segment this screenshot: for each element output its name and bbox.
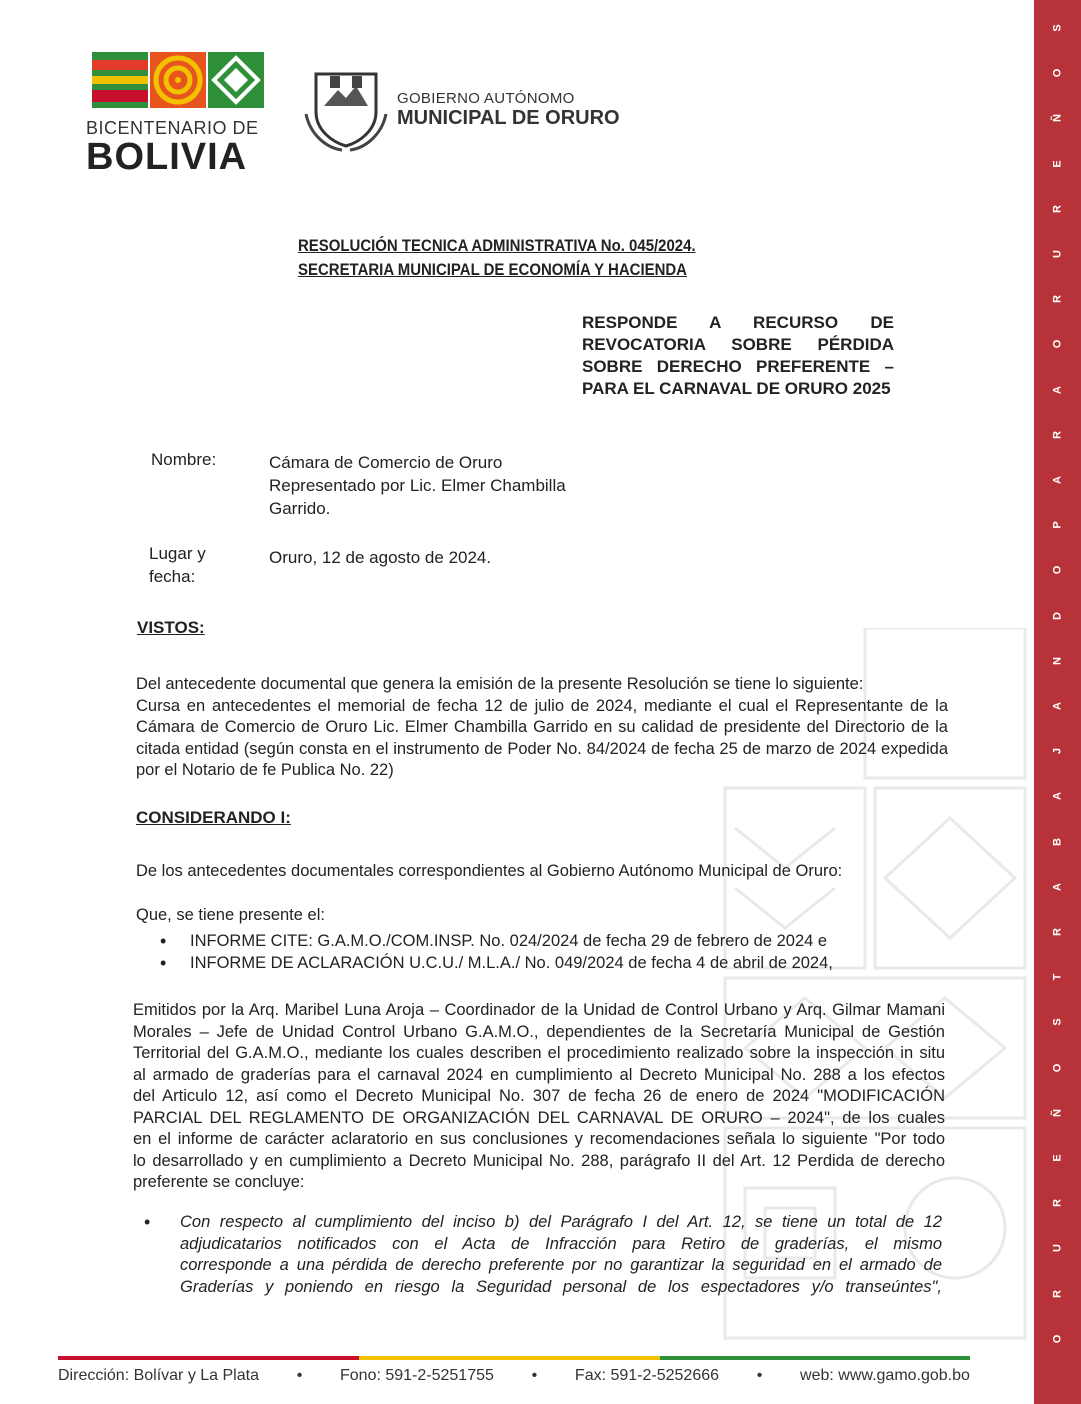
footer-separator: • [756, 1367, 763, 1384]
vistos-heading: VISTOS: [137, 618, 205, 637]
strip-letter: A [1051, 702, 1064, 710]
footer-address: Dirección: Bolívar y La Plata [58, 1367, 259, 1384]
strip-letter: B [1051, 837, 1064, 846]
vistos-paragraph [136, 674, 948, 782]
strip-letter: A [1051, 882, 1064, 891]
list-item: • INFORME CITE: G.A.M.O./COM.INSP. No. 024/2024 de fecha 29 de febrero de 2024 e [154, 930, 833, 952]
lugar-fecha-value: Oruro, 12 de agosto de 2024. [269, 548, 492, 567]
subject-line2: REVOCATORIA SOBRE PÉRDIDA [582, 335, 894, 354]
paragraph-line: Con respecto al cumplimiento del inciso b) del Parágrafo I del Art. 12, se tiene un total de 12 [180, 1213, 942, 1231]
considerando-intro: De los antecedentes documentales correspondientes al Gobierno Autónomo Municipal de Oruro: [136, 862, 843, 880]
resolution-subject [582, 312, 894, 400]
strip-letter: O [1051, 566, 1064, 575]
paragraph-line: preferente se concluye: [133, 1173, 305, 1191]
strip-letter: E [1051, 159, 1064, 168]
strip-letter: O [1051, 1063, 1064, 1072]
strip-letter: A [1051, 476, 1064, 484]
strip-letter: D [1051, 611, 1064, 620]
subject-line4: PARA EL CARNAVAL DE ORURO 2025 [582, 379, 891, 398]
paragraph-line: corresponde a una pérdida de derecho preferente por no garantizar la seguridad en el armado de [180, 1256, 942, 1274]
footer-separator: • [531, 1367, 538, 1384]
strip-letter: Ñ [1051, 114, 1064, 123]
strip-letter: A [1051, 385, 1064, 394]
strip-letter: S [1051, 1018, 1064, 1027]
paragraph-line: por el Notario de fe Publica No. 22) [136, 761, 394, 779]
strip-letter: N [1051, 656, 1064, 665]
paragraph-line: Morales – Jefe de Unidad Control Urbano G.A.M.O., dependientes de la Secretaría Municipal de Gestión [133, 1022, 945, 1041]
bicentenario-text-small: BICENTENARIO DE [86, 118, 259, 138]
strip-letter: S [1051, 24, 1064, 32]
lugar-label-line2: fecha: [149, 567, 196, 586]
considerando-heading: CONSIDERANDO I: [136, 808, 291, 827]
strip-letter: R [1051, 928, 1064, 936]
strip-letter: J [1051, 748, 1064, 755]
nombre-line1: Cámara de Comercio de Oruro [269, 453, 503, 472]
footer-separator: • [296, 1367, 303, 1384]
side-strip [1034, 0, 1081, 1404]
footer-web: web: www.gamo.gob.bo [800, 1367, 970, 1384]
title-line1: RESOLUCIÓN TECNICA ADMINISTRATIVA No. 045/2024. [298, 236, 696, 255]
paragraph-line: citada entidad (según consta en el instrumento de Poder No. 84/2024 de fecha 25 de marzo de 2024 expedida [136, 739, 948, 758]
emitidos-paragraph [133, 1000, 945, 1194]
paragraph-line: PARCIAL DEL REGLAMENTO DE ORGANIZACIÓN DEL CARNAVAL DE ORURO – 2024", de los cuales [133, 1108, 945, 1127]
resolution-title [298, 234, 758, 282]
strip-letter: U [1051, 250, 1064, 258]
conclusion-bullet [144, 1212, 942, 1298]
paragraph-line: Cursa en antecedentes el memorial de fecha 12 de julio de 2024, mediante el cual el Representante de la [136, 696, 948, 715]
strip-letter: U [1051, 1244, 1064, 1253]
strip-letter: A [1051, 792, 1064, 801]
nombre-line2: Representado por Lic. Elmer Chambilla [269, 476, 566, 495]
bicentenario-text-big: BOLIVIA [86, 136, 248, 178]
bicentenario-emblem-icon [92, 52, 264, 110]
strip-letter: E [1051, 1154, 1064, 1162]
bullet-dot: • [144, 1212, 151, 1232]
footer-phone: Fono: 591-2-5251755 [340, 1367, 494, 1384]
que-text: Que, se tiene presente el: [136, 906, 325, 924]
lugar-label-line1: Lugar y [149, 544, 206, 563]
subject-line3: SOBRE DERECHO PREFERENTE – [582, 357, 894, 376]
strip-letter: O [1051, 1334, 1064, 1344]
strip-letter: R [1051, 430, 1064, 439]
lugar-fecha-label [149, 542, 206, 588]
subject-line1: RESPONDE A RECURSO DE [582, 313, 894, 332]
strip-letter: R [1051, 295, 1064, 304]
gamo-logo [302, 64, 622, 154]
strip-letter: T [1051, 973, 1064, 981]
strip-letter: R [1051, 204, 1064, 213]
paragraph-line: lo desarrollado y en cumplimiento a Decreto Municipal No. 288, parágrafo II del Art. 12 Perdida de derecho [133, 1151, 945, 1170]
paragraph-line: en el informe de carácter aclaratorio en sus conclusiones y recomendaciones señala lo siguiente "Por todo [133, 1130, 945, 1148]
coat-of-arms-icon [302, 64, 390, 152]
nombre-label: Nombre: [151, 450, 217, 469]
nombre-line3: Garrido. [269, 499, 331, 518]
strip-letter: O [1051, 68, 1064, 78]
strip-letter: Ñ [1051, 1108, 1064, 1117]
paragraph-line: Graderías y poniendo en riesgo la Seguridad personal de los espectadores y/o transeúntes", [180, 1277, 942, 1296]
paragraph-line: adjudicatarios notificados con el Acta de Infracción para Retiro de graderías, el mismo [180, 1234, 942, 1253]
strip-letter: R [1051, 1199, 1064, 1208]
nombre-value [269, 451, 566, 520]
paragraph-line: Emitidos por la Arq. Maribel Luna Aroja – Coordinador de la Unidad de Control Urbano y Arq. Gilmar Mamani [133, 1001, 945, 1019]
paragraph-line: del Articulo 12, así como el Decreto Municipal No. 307 de fecha 26 de enero de 2024 "MODIFICACIÓN [133, 1087, 945, 1105]
strip-letter: P [1051, 521, 1064, 529]
footer-rule [58, 1356, 970, 1360]
list-item: • INFORME DE ACLARACIÓN U.C.U./ M.L.A./ No. 049/2024 de fecha 4 de abril de 2024, [154, 952, 833, 974]
gamo-line2: MUNICIPAL DE ORURO [397, 107, 620, 129]
paragraph-line: Territorial del G.A.M.O., mediante los cuales describen el procedimiento realizado sobre la inspección in situ [133, 1044, 945, 1062]
footer [58, 1367, 970, 1385]
informes-list [154, 930, 833, 974]
strip-letter: O [1051, 340, 1064, 349]
bicentenario-logo [86, 52, 266, 176]
title-line2: SECRETARIA MUNICIPAL DE ECONOMÍA Y HACIENDA [298, 260, 688, 279]
strip-letter: R [1051, 1289, 1064, 1298]
paragraph-line: al armado de graderías para el carnaval 2024 en cumplimiento al Decreto Municipal No. 288 a los efectos [133, 1065, 945, 1084]
gamo-line1: GOBIERNO AUTÓNOMO [397, 90, 575, 107]
footer-fax: Fax: 591-2-5252666 [574, 1367, 720, 1384]
paragraph-line: Del antecedente documental que genera la emisión de la presente Resolución se tiene lo siguiente: [136, 675, 864, 693]
paragraph-line: Cámara de Comercio de Oruro Lic. Elmer Chambilla Garrido en su calidad de presidente del Directorio de la [136, 718, 948, 736]
